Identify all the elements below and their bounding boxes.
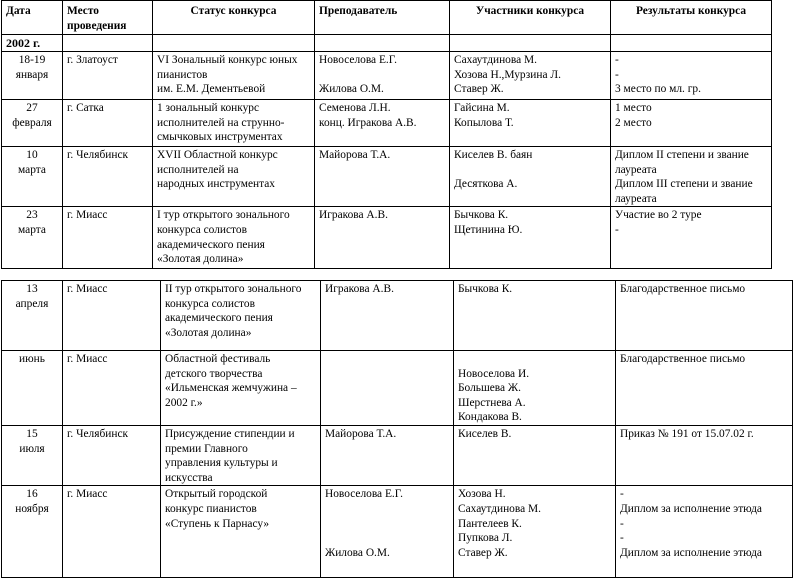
table-row bbox=[2, 52, 772, 100]
participants-cell: Бычкова К. bbox=[454, 281, 616, 351]
header-row bbox=[2, 1, 772, 35]
date-cell: 23 марта bbox=[2, 207, 63, 269]
year-label: 2002 г. bbox=[2, 35, 63, 52]
participants-cell: Киселев В. баян Десяткова А. bbox=[450, 147, 611, 207]
status-cell: Областной фестиваль детского творчества «Ильменская жемчужина – 2002 г.» bbox=[161, 351, 321, 426]
competitions-table-part2 bbox=[1, 280, 793, 578]
results-cell: Благодарственное письмо bbox=[616, 281, 793, 351]
place-cell: г. Сатка bbox=[63, 100, 153, 147]
table-row bbox=[2, 351, 793, 426]
participants-cell: Киселев В. bbox=[454, 425, 616, 485]
participants-cell: Новоселова И. Большева Ж. Шерстнева А. Кондакова В. bbox=[454, 351, 616, 426]
participants-cell: Хозова Н. Сахаутдинова М. Пантелеев К. Пупкова Л. Ставер Ж. bbox=[454, 486, 616, 578]
table-row bbox=[2, 486, 793, 578]
teacher-cell: Новоселова Е.Г. Жилова О.М. bbox=[321, 486, 454, 578]
place-cell: г. Челябинск bbox=[63, 147, 153, 207]
place-cell: г. Златоуст bbox=[63, 52, 153, 100]
participants-cell: Бычкова К. Щетинина Ю. bbox=[450, 207, 611, 269]
status-cell: II тур открытого зонального конкурса солистов академического пения «Золотая долина» bbox=[161, 281, 321, 351]
header-results: Результаты конкурса bbox=[611, 1, 772, 35]
status-cell: 1 зональный конкурс исполнителей на струнно- смычковых инструментах bbox=[153, 100, 315, 147]
teacher-cell: Майорова Т.А. bbox=[321, 425, 454, 485]
date-cell: 27 февраля bbox=[2, 100, 63, 147]
teacher-cell: Семенова Л.Н. конц. Игракова А.В. bbox=[315, 100, 450, 147]
teacher-cell: Новоселова Е.Г. Жилова О.М. bbox=[315, 52, 450, 100]
teacher-cell: Майорова Т.А. bbox=[315, 147, 450, 207]
header-date: Дата bbox=[2, 1, 63, 35]
results-cell: 1 место 2 место bbox=[611, 100, 772, 147]
year-row bbox=[2, 35, 772, 52]
header-participants: Участники конкурса bbox=[450, 1, 611, 35]
results-cell: Диплом II степени и звание лауреата Диплом III степени и звание лауреата bbox=[611, 147, 772, 207]
results-cell: Участие во 2 туре - bbox=[611, 207, 772, 269]
teacher-cell bbox=[321, 351, 454, 426]
results-cell: Приказ № 191 от 15.07.02 г. bbox=[616, 425, 793, 485]
status-cell: Открытый городской конкурс пианистов «Ступень к Парнасу» bbox=[161, 486, 321, 578]
table-row bbox=[2, 281, 793, 351]
participants-cell: Сахаутдинова М. Хозова Н.,Мурзина Л. Ставер Ж. bbox=[450, 52, 611, 100]
results-cell: - Диплом за исполнение этюда - - Диплом за исполнение этюда bbox=[616, 486, 793, 578]
table-row bbox=[2, 100, 772, 147]
date-cell: 13 апреля bbox=[2, 281, 63, 351]
date-cell: июнь bbox=[2, 351, 63, 426]
date-cell: 16 ноября bbox=[2, 486, 63, 578]
participants-cell: Гайсина М. Копылова Т. bbox=[450, 100, 611, 147]
status-cell: I тур открытого зонального конкурса солистов академического пения «Золотая долина» bbox=[153, 207, 315, 269]
results-cell: Благодарственное письмо bbox=[616, 351, 793, 426]
results-cell: - - 3 место по мл. гр. bbox=[611, 52, 772, 100]
table-row bbox=[2, 207, 772, 269]
teacher-cell: Игракова А.В. bbox=[321, 281, 454, 351]
header-teacher: Преподаватель bbox=[315, 1, 450, 35]
place-cell: г. Миасс bbox=[63, 486, 161, 578]
status-cell: VI Зональный конкурс юных пианистов им. Е.М. Дементьевой bbox=[153, 52, 315, 100]
header-status: Статус конкурса bbox=[153, 1, 315, 35]
status-cell: XVII Областной конкурс исполнителей на народных инструментах bbox=[153, 147, 315, 207]
date-cell: 10 марта bbox=[2, 147, 63, 207]
place-cell: г. Миасс bbox=[63, 207, 153, 269]
date-cell: 15 июля bbox=[2, 425, 63, 485]
teacher-cell: Игракова А.В. bbox=[315, 207, 450, 269]
table-row bbox=[2, 147, 772, 207]
competitions-table-part1 bbox=[1, 0, 772, 269]
place-cell: г. Миасс bbox=[63, 351, 161, 426]
header-place: Место проведения bbox=[63, 1, 153, 35]
table-row bbox=[2, 425, 793, 485]
status-cell: Присуждение стипендии и премии Главного управления культуры и искусства bbox=[161, 425, 321, 485]
place-cell: г. Миасс bbox=[63, 281, 161, 351]
date-cell: 18-19 января bbox=[2, 52, 63, 100]
place-cell: г. Челябинск bbox=[63, 425, 161, 485]
